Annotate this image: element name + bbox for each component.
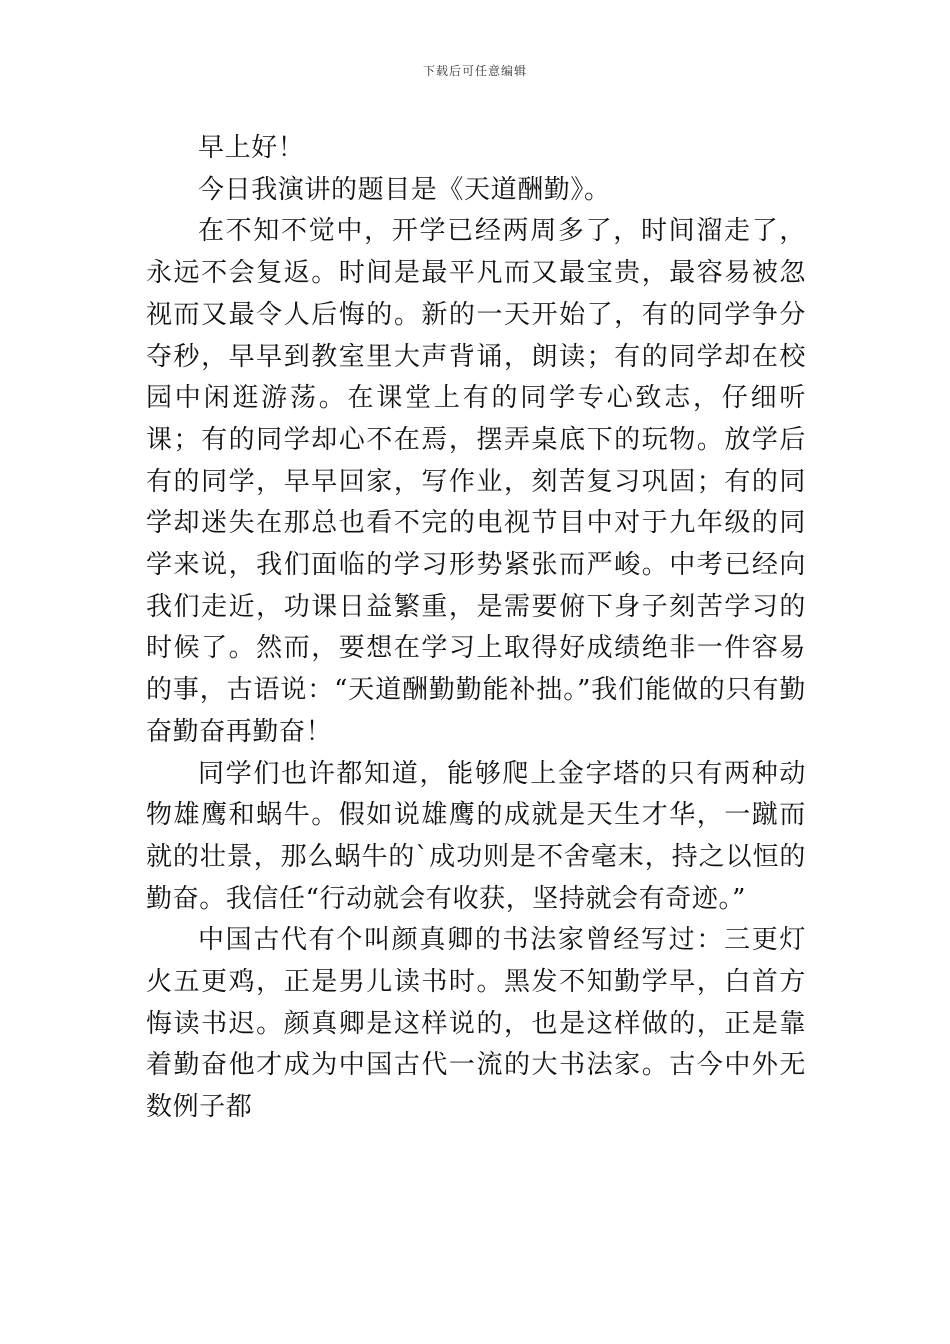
document-body bbox=[146, 128, 806, 1129]
paragraph-body-3: 中国古代有个叫颜真卿的书法家曾经写过：三更灯火五更鸡，正是男儿读书时。黑发不知勤学早，白首方悔读书迟。颜真卿是这样说的，也是这样做的，正是靠着勤奋他才成为中国古代一流的大书法家。古今中外无数例子都 bbox=[146, 925, 806, 1123]
page-header: 下载后可任意编辑 bbox=[422, 64, 527, 78]
paragraph-greeting: 早上好！ bbox=[198, 133, 305, 163]
paragraph-title: 今日我演讲的题目是《天道酬勤》。 bbox=[198, 174, 611, 205]
paragraph-body-2: 同学们也许都知道，能够爬上金字塔的只有两种动物雄鹰和蜗牛。假如说雄鹰的成就是天生才华，一蹴而就的壮景，那么蜗牛的`成功则是不舍毫末，持之以恒的勤奋。我信任“行动就会有收获，坚持就会有奇迹。” bbox=[146, 758, 806, 914]
paragraph-body-1: 在不知不觉中，开学已经两周多了，时间溜走了，永远不会复返。时间是最平凡而又最宝贵，最容易被忽视而又最令人后悔的。新的一天开始了，有的同学争分夺秒，早早到教室里大声背诵，朗读；有的同学却在校园中闲逛游荡。在课堂上有的同学专心致志，仔细听课；有的同学却心不在焉，摆弄桌底下的玩物。放学后有的同学，早早回家，写作业，刻苦复习巩固；有的同学却迷失在那总也看不完的电视节目中对于九年级的同学来说，我们面临的学习形势紧张而严峻。中考已经向我们走近，功课日益繁重，是需要俯下身子刻苦学习的时候了。然而，要想在学习上取得好成绩绝非一件容易的事，古语说：“天道酬勤勤能补拙。”我们能做的只有勤奋勤奋再勤奋！ bbox=[146, 216, 806, 747]
